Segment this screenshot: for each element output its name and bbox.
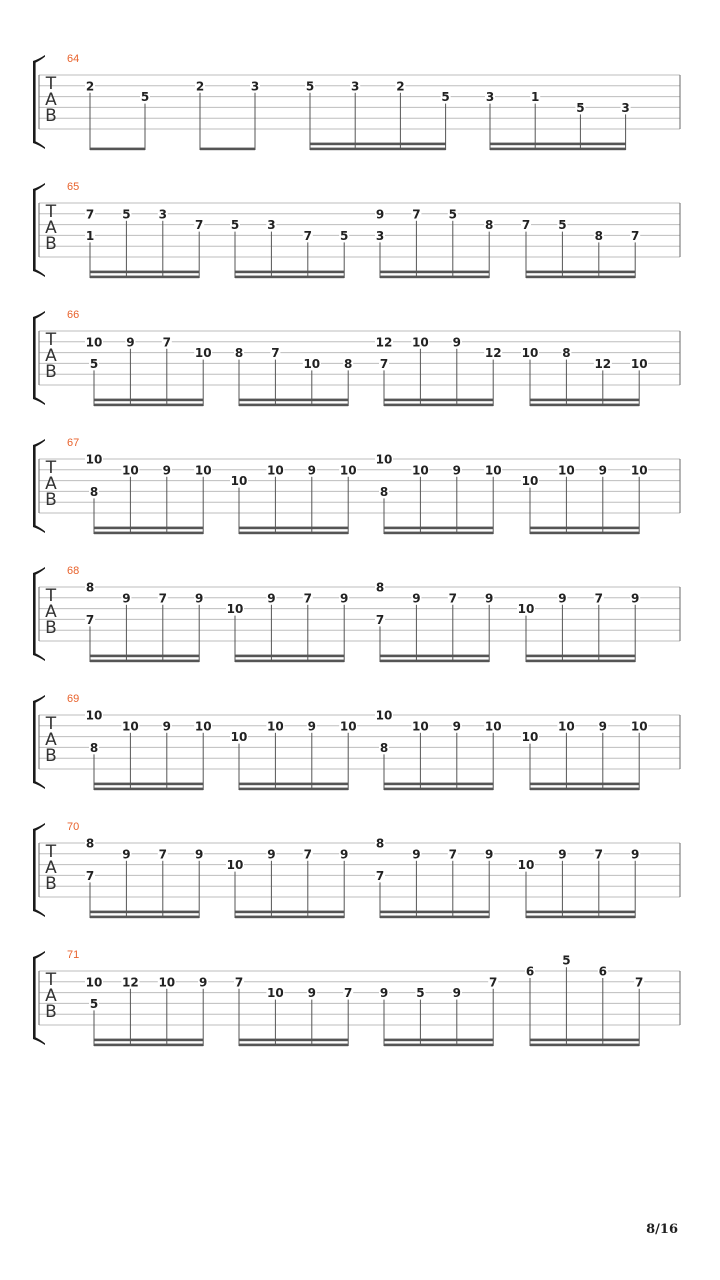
measure-number: 64 — [67, 53, 80, 65]
fret-number: 7 — [412, 207, 421, 222]
fret-number: 12 — [594, 356, 612, 371]
fret-number: 7 — [594, 591, 603, 606]
note-beam — [90, 271, 199, 274]
note-beam — [380, 655, 489, 658]
fret-number: 9 — [598, 463, 607, 478]
fret-number: 6 — [525, 964, 535, 979]
fret-number: 3 — [351, 79, 360, 94]
note-beam — [530, 527, 639, 530]
fret-number: 7 — [195, 218, 204, 233]
note-beam — [526, 916, 635, 919]
note-beam — [94, 532, 203, 535]
tab-letter-b: B — [45, 490, 57, 510]
note-beam — [310, 143, 446, 146]
fret-number: 7 — [375, 612, 385, 627]
system-bracket — [33, 189, 36, 271]
bracket-top-hook — [33, 311, 45, 319]
tab-letter-a: A — [45, 90, 57, 110]
measure-number: 67 — [67, 437, 80, 449]
fret-number: 8 — [562, 346, 571, 361]
note-beam — [90, 911, 199, 914]
fret-number: 10 — [230, 730, 248, 745]
tab-letter-a: A — [45, 602, 57, 622]
fret-number: 9 — [162, 719, 171, 734]
fret-number: 12 — [484, 346, 502, 361]
fret-number: 9 — [195, 591, 204, 606]
measure-number: 70 — [67, 821, 80, 833]
note-beam — [384, 1039, 493, 1042]
fret-number: 10 — [630, 356, 648, 371]
fret-number: 10 — [194, 719, 212, 734]
note-beam — [94, 788, 203, 791]
fret-number: 10 — [484, 719, 502, 734]
fret-number: 7 — [85, 207, 95, 222]
page-number: 8/16 — [646, 1222, 678, 1237]
fret-number: 3 — [250, 79, 260, 94]
fret-number: 8 — [344, 356, 353, 371]
fret-number: 9 — [412, 591, 421, 606]
note-beam — [530, 788, 639, 791]
fret-number: 10 — [558, 463, 575, 478]
bracket-top-hook — [33, 567, 45, 575]
fret-number: 3 — [621, 100, 630, 115]
fret-number: 9 — [452, 986, 461, 1001]
fret-number: 9 — [452, 719, 461, 734]
fret-number: 10 — [517, 602, 535, 617]
fret-number: 10 — [517, 858, 535, 873]
fret-number: 7 — [489, 975, 498, 990]
fret-number: 9 — [558, 847, 567, 862]
tab-letter-b: B — [45, 234, 57, 254]
fret-number: 5 — [448, 207, 457, 222]
note-beam — [94, 399, 203, 402]
fret-number: 9 — [598, 719, 607, 734]
measure-number: 66 — [67, 309, 80, 321]
fret-number: 10 — [375, 708, 393, 723]
note-beam — [530, 404, 639, 407]
note-beam — [530, 783, 639, 786]
fret-number: 5 — [562, 953, 571, 968]
fret-number: 5 — [122, 207, 131, 222]
note-beam — [239, 1039, 348, 1042]
fret-number: 5 — [140, 90, 150, 105]
fret-number: 7 — [85, 612, 95, 627]
fret-number: 10 — [194, 463, 212, 478]
fret-number: 1 — [531, 90, 540, 105]
note-beam — [384, 788, 493, 791]
fret-number: 7 — [344, 986, 353, 1001]
note-beam — [90, 660, 199, 663]
fret-number: 10 — [85, 708, 103, 723]
fret-number: 9 — [340, 847, 349, 862]
fret-number: 9 — [558, 591, 567, 606]
note-beam — [384, 399, 493, 402]
note-beam — [200, 148, 255, 151]
fret-number: 8 — [89, 740, 99, 755]
note-beam — [235, 271, 344, 274]
fret-number: 8 — [375, 836, 385, 851]
fret-number: 8 — [594, 228, 603, 243]
fret-number: 9 — [452, 463, 461, 478]
tab-letter-t: T — [45, 330, 57, 350]
note-beam — [239, 404, 348, 407]
bracket-top-hook — [33, 183, 45, 191]
fret-number: 3 — [158, 207, 167, 222]
fret-number: 9 — [122, 591, 131, 606]
fret-number: 12 — [375, 335, 393, 350]
note-beam — [530, 1044, 639, 1047]
fret-number: 10 — [558, 719, 575, 734]
fret-number: 7 — [521, 218, 531, 233]
bracket-bottom-hook — [33, 525, 45, 533]
bracket-bottom-hook — [33, 397, 45, 405]
system-bracket — [33, 701, 36, 783]
fret-number: 10 — [521, 730, 539, 745]
fret-number: 9 — [485, 591, 494, 606]
note-beam — [235, 916, 344, 919]
note-beam — [235, 660, 344, 663]
system-bracket — [33, 445, 36, 527]
tab-letter-a: A — [45, 346, 57, 366]
tab-letter-t: T — [45, 586, 57, 606]
tab-letter-t: T — [45, 74, 57, 94]
system-bracket — [33, 829, 36, 911]
measure-number: 68 — [67, 565, 80, 577]
fret-number: 5 — [230, 218, 240, 233]
note-beam — [90, 655, 199, 658]
fret-number: 7 — [162, 335, 171, 350]
fret-number: 2 — [396, 79, 405, 94]
fret-number: 10 — [158, 975, 176, 990]
fret-number: 7 — [448, 591, 457, 606]
fret-number: 10 — [226, 602, 244, 617]
fret-number: 5 — [441, 90, 450, 105]
fret-number: 2 — [85, 79, 95, 94]
fret-number: 5 — [558, 218, 567, 233]
fret-number: 3 — [375, 228, 385, 243]
bracket-bottom-hook — [33, 141, 45, 149]
tab-letter-a: A — [45, 730, 57, 750]
note-beam — [526, 911, 635, 914]
note-beam — [526, 660, 635, 663]
fret-number: 9 — [267, 847, 276, 862]
fret-number: 8 — [485, 218, 494, 233]
fret-number: 2 — [195, 79, 205, 94]
note-beam — [94, 527, 203, 530]
fret-number: 9 — [631, 591, 640, 606]
note-beam — [94, 783, 203, 786]
bracket-top-hook — [33, 695, 45, 703]
tab-letter-b: B — [45, 1002, 57, 1022]
fret-number: 5 — [89, 996, 99, 1011]
tab-letter-t: T — [45, 458, 57, 478]
fret-number: 9 — [452, 335, 461, 350]
fret-number: 7 — [635, 975, 644, 990]
fret-number: 10 — [339, 719, 357, 734]
note-beam — [90, 916, 199, 919]
measure-number: 69 — [67, 693, 80, 705]
fret-number: 7 — [631, 228, 640, 243]
fret-number: 10 — [339, 463, 357, 478]
fret-number: 3 — [485, 90, 495, 105]
fret-number: 9 — [307, 463, 316, 478]
note-beam — [380, 916, 489, 919]
fret-number: 9 — [199, 975, 208, 990]
note-beam — [530, 532, 639, 535]
fret-number: 10 — [230, 474, 248, 489]
system-bracket — [33, 573, 36, 655]
note-beam — [90, 276, 199, 279]
fret-number: 7 — [379, 356, 389, 371]
fret-number: 10 — [267, 463, 284, 478]
tab-letter-a: A — [45, 218, 57, 238]
fret-number: 3 — [267, 218, 276, 233]
fret-number: 9 — [412, 847, 421, 862]
fret-number: 9 — [267, 591, 276, 606]
fret-number: 7 — [303, 847, 312, 862]
fret-number: 10 — [412, 335, 429, 350]
fret-number: 12 — [122, 975, 139, 990]
note-beam — [526, 271, 635, 274]
note-beam — [94, 1039, 203, 1042]
tab-letter-b: B — [45, 874, 57, 894]
note-beam — [239, 399, 348, 402]
tab-letter-t: T — [45, 202, 57, 222]
fret-number: 7 — [271, 346, 280, 361]
fret-number: 10 — [267, 986, 284, 1001]
fret-number: 5 — [576, 100, 585, 115]
note-beam — [384, 783, 493, 786]
note-beam — [384, 527, 493, 530]
bracket-bottom-hook — [33, 781, 45, 789]
note-beam — [235, 276, 344, 279]
note-beam — [94, 404, 203, 407]
fret-number: 10 — [85, 975, 103, 990]
fret-number: 8 — [379, 740, 389, 755]
bracket-top-hook — [33, 439, 45, 447]
tab-letter-t: T — [45, 842, 57, 862]
note-beam — [94, 1044, 203, 1047]
note-beam — [526, 655, 635, 658]
note-beam — [384, 404, 493, 407]
bracket-bottom-hook — [33, 1037, 45, 1045]
fret-number: 7 — [85, 868, 95, 883]
note-beam — [526, 276, 635, 279]
fret-number: 9 — [122, 847, 131, 862]
note-beam — [380, 276, 489, 279]
fret-number: 10 — [303, 356, 321, 371]
note-beam — [239, 788, 348, 791]
note-beam — [239, 783, 348, 786]
fret-number: 5 — [305, 79, 315, 94]
note-beam — [239, 527, 348, 530]
note-beam — [90, 148, 145, 151]
bracket-bottom-hook — [33, 653, 45, 661]
fret-number: 8 — [375, 580, 385, 595]
fret-number: 6 — [598, 964, 607, 979]
fret-number: 10 — [484, 463, 502, 478]
fret-number: 10 — [375, 452, 393, 467]
tab-letter-t: T — [45, 970, 57, 990]
fret-number: 7 — [303, 591, 312, 606]
fret-number: 9 — [126, 335, 135, 350]
note-beam — [239, 1044, 348, 1047]
fret-number: 8 — [85, 836, 95, 851]
fret-number: 8 — [85, 580, 95, 595]
fret-number: 7 — [234, 975, 244, 990]
fret-number: 8 — [234, 346, 244, 361]
fret-number: 10 — [521, 346, 539, 361]
fret-number: 8 — [379, 484, 389, 499]
fret-number: 10 — [630, 719, 648, 734]
note-beam — [380, 911, 489, 914]
note-beam — [380, 271, 489, 274]
fret-number: 7 — [375, 868, 385, 883]
fret-number: 10 — [122, 719, 139, 734]
note-beam — [490, 148, 626, 151]
tab-letter-a: A — [45, 858, 57, 878]
fret-number: 7 — [448, 847, 457, 862]
tab-letter-b: B — [45, 362, 57, 382]
bracket-bottom-hook — [33, 909, 45, 917]
note-beam — [490, 143, 626, 146]
fret-number: 7 — [303, 228, 312, 243]
note-beam — [235, 911, 344, 914]
note-beam — [530, 1039, 639, 1042]
tab-letter-a: A — [45, 986, 57, 1006]
system-bracket — [33, 317, 36, 399]
tab-letter-b: B — [45, 106, 57, 126]
fret-number: 9 — [162, 463, 171, 478]
fret-number: 9 — [340, 591, 349, 606]
fret-number: 10 — [85, 452, 103, 467]
note-beam — [310, 148, 446, 151]
fret-number: 5 — [340, 228, 349, 243]
note-beam — [235, 655, 344, 658]
measure-number: 71 — [67, 949, 80, 961]
tab-letter-t: T — [45, 714, 57, 734]
fret-number: 9 — [307, 986, 316, 1001]
system-bracket — [33, 957, 36, 1039]
fret-number: 9 — [631, 847, 640, 862]
note-beam — [239, 532, 348, 535]
fret-number: 1 — [85, 228, 95, 243]
tab-letter-b: B — [45, 618, 57, 638]
fret-number: 10 — [267, 719, 284, 734]
fret-number: 9 — [379, 986, 389, 1001]
system-bracket — [33, 61, 36, 143]
fret-number: 9 — [307, 719, 316, 734]
bracket-top-hook — [33, 55, 45, 63]
fret-number: 9 — [195, 847, 204, 862]
tab-letter-a: A — [45, 474, 57, 494]
note-beam — [384, 1044, 493, 1047]
fret-number: 5 — [416, 986, 425, 1001]
fret-number: 10 — [412, 719, 429, 734]
fret-number: 10 — [226, 858, 244, 873]
fret-number: 9 — [375, 207, 385, 222]
bracket-top-hook — [33, 951, 45, 959]
fret-number: 10 — [194, 346, 212, 361]
fret-number: 10 — [521, 474, 539, 489]
fret-number: 10 — [122, 463, 139, 478]
note-beam — [380, 660, 489, 663]
fret-number: 10 — [630, 463, 648, 478]
fret-number: 7 — [158, 591, 167, 606]
bracket-top-hook — [33, 823, 45, 831]
measure-number: 65 — [67, 181, 80, 193]
fret-number: 9 — [485, 847, 494, 862]
fret-number: 7 — [594, 847, 603, 862]
bracket-bottom-hook — [33, 269, 45, 277]
fret-number: 7 — [158, 847, 167, 862]
note-beam — [384, 532, 493, 535]
fret-number: 5 — [89, 356, 99, 371]
tab-letter-b: B — [45, 746, 57, 766]
fret-number: 10 — [412, 463, 429, 478]
fret-number: 10 — [85, 335, 103, 350]
fret-number: 8 — [89, 484, 99, 499]
note-beam — [530, 399, 639, 402]
